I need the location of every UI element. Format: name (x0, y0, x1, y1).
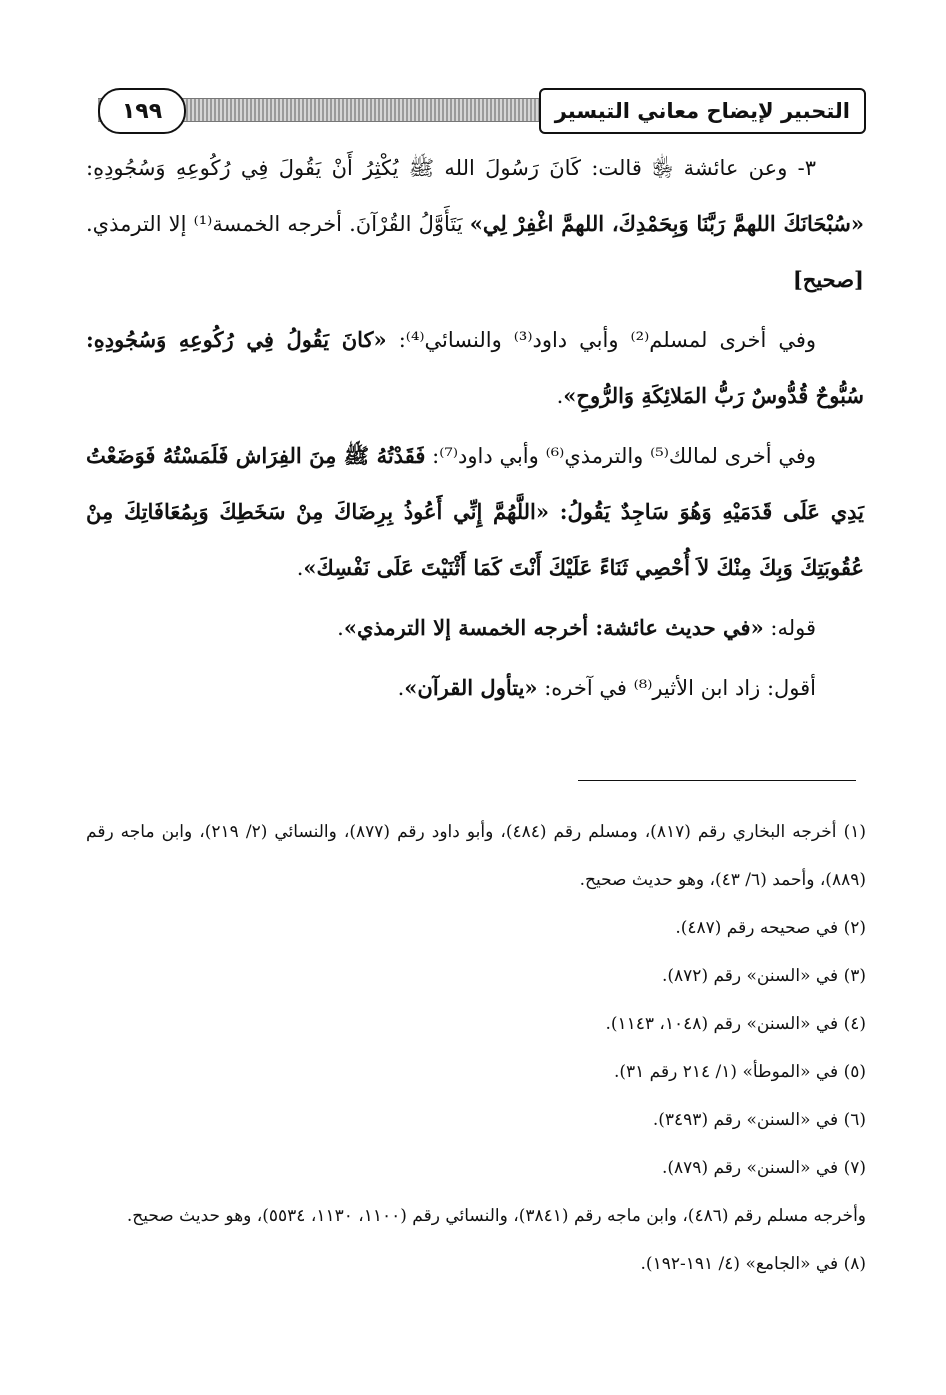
paragraph-lead: قوله: (763, 616, 816, 640)
footnote-3: (٣) في «السنن» رقم (٨٧٢). (661, 966, 866, 986)
quoted-phrase: «في حديث عائشة: أخرجه الخمسة إلا الترمذي» (343, 615, 764, 640)
page-header (98, 88, 866, 132)
footnote-8: (٨) في «الجامع» (٤/ ١٩١-١٩٢). (640, 1254, 866, 1274)
paragraph-lead: وفي أخرى لمالك⁽⁵⁾ والترمذي⁽⁶⁾ وأبي داود⁽⁷⁾: (425, 444, 816, 468)
footnote-divider (578, 780, 856, 781)
footnote-7-continuation: وأخرجه مسلم رقم (٤٨٦)، وابن ماجه رقم (٣٨٤١)، والنسائي رقم (١١٠٠، ١١٣٠، ٥٥٣٤)، وهو حديث صحيح. (126, 1206, 866, 1226)
paragraph-lead: ٣- وعن عائشة ﵂ قالت: كَانَ رَسُولَ الله ﷺ يُكْثِرُ أَنْ يَقُولَ فِي رُكُوعِهِ وَسُجُودِهِ: (86, 156, 816, 180)
paragraph-lead: أقول: زاد ابن الأثير⁽⁸⁾ في آخره: (537, 676, 816, 700)
paragraph-tail: يَتَأَوَّلُ القُرْآنَ. أخرجه الخمسة⁽¹⁾ إلا الترمذي. (86, 212, 470, 236)
hadith-quote: فَقَدْتُهُ ﷺ مِنَ الفِرَاش فَلَمَسْتُهُ فَوَضَعْتُ يَدِي عَلَى قَدَمَيْهِ وَهُوَ سَاجِدٌ يَقُولُ: «اللَّهُمَّ إِنِّي أَعُوذُ بِرِضَاكَ مِنْ سَخَطِكَ وَبِمُعَافَاتِكَ مِنْ عُقُوبَتِكَ وَبِكَ مِنْكَ لاَ أُحْصِي ثَنَاءً عَلَيْكَ أَنْتَ كَمَا أَثْنَيْتَ عَلَى نَفْسِكَ» (86, 443, 864, 580)
footnote-6: (٦) في «السنن» رقم (٣٤٩٣). (652, 1110, 866, 1130)
paragraph-tail: . (296, 556, 304, 580)
footnotes (86, 808, 866, 1288)
main-text (86, 140, 864, 716)
page-number: ١٩٩ (98, 88, 186, 134)
footnote-5: (٥) في «الموطأ» (١/ ٢١٤ رقم ٣١). (613, 1062, 866, 1082)
hadith-paragraph-3 (86, 140, 864, 308)
commentary-answer (86, 660, 864, 716)
hadith-quote: «كانَ يَقُولُ فِي رُكُوعِهِ وَسُجُودِهِ: سُبُّوحٌ قُدُّوسٌ رَبُّ المَلائِكَةِ وَالرُّوحِ» (86, 327, 864, 408)
paragraph-tail: . (337, 616, 344, 640)
paragraph-tail: . (556, 384, 564, 408)
footnote-4: (٤) في «السنن» رقم (١٠٤٨، ١١٤٣). (605, 1014, 866, 1034)
hadith-quote: «سُبْحَانَكَ اللهمَّ رَبَّنَا وَبِحَمْدِكَ، اللهمَّ اغْفِرْ لِي» (469, 211, 864, 236)
book-title: التحبير لإيضاح معاني التيسير (539, 88, 866, 134)
narration-malik (86, 428, 864, 596)
quoted-phrase: «يتأول القرآن» (404, 675, 538, 700)
narration-muslim (86, 312, 864, 424)
footnote-2: (٢) في صحيحه رقم (٤٨٧). (675, 918, 866, 938)
hadith-grade: [صحيح] (792, 267, 864, 292)
commentary-quote (86, 600, 864, 656)
footnote-7: (٧) في «السنن» رقم (٨٧٩). (661, 1158, 866, 1178)
paragraph-lead: وفي أخرى لمسلم⁽²⁾ وأبي داود⁽³⁾ والنسائي⁽⁴⁾: (386, 328, 817, 352)
paragraph-tail: . (397, 676, 405, 700)
footnote-1: (١) أخرجه البخاري رقم (٨١٧)، ومسلم رقم (٤٨٤)، وأبو داود رقم (٨٧٧)، والنسائي (٢/ ٢١٩)، وابن ماجه رقم (٨٨٩)، وأحمد (٦/ ٤٣)، وهو حديث صحيح. (86, 822, 866, 890)
